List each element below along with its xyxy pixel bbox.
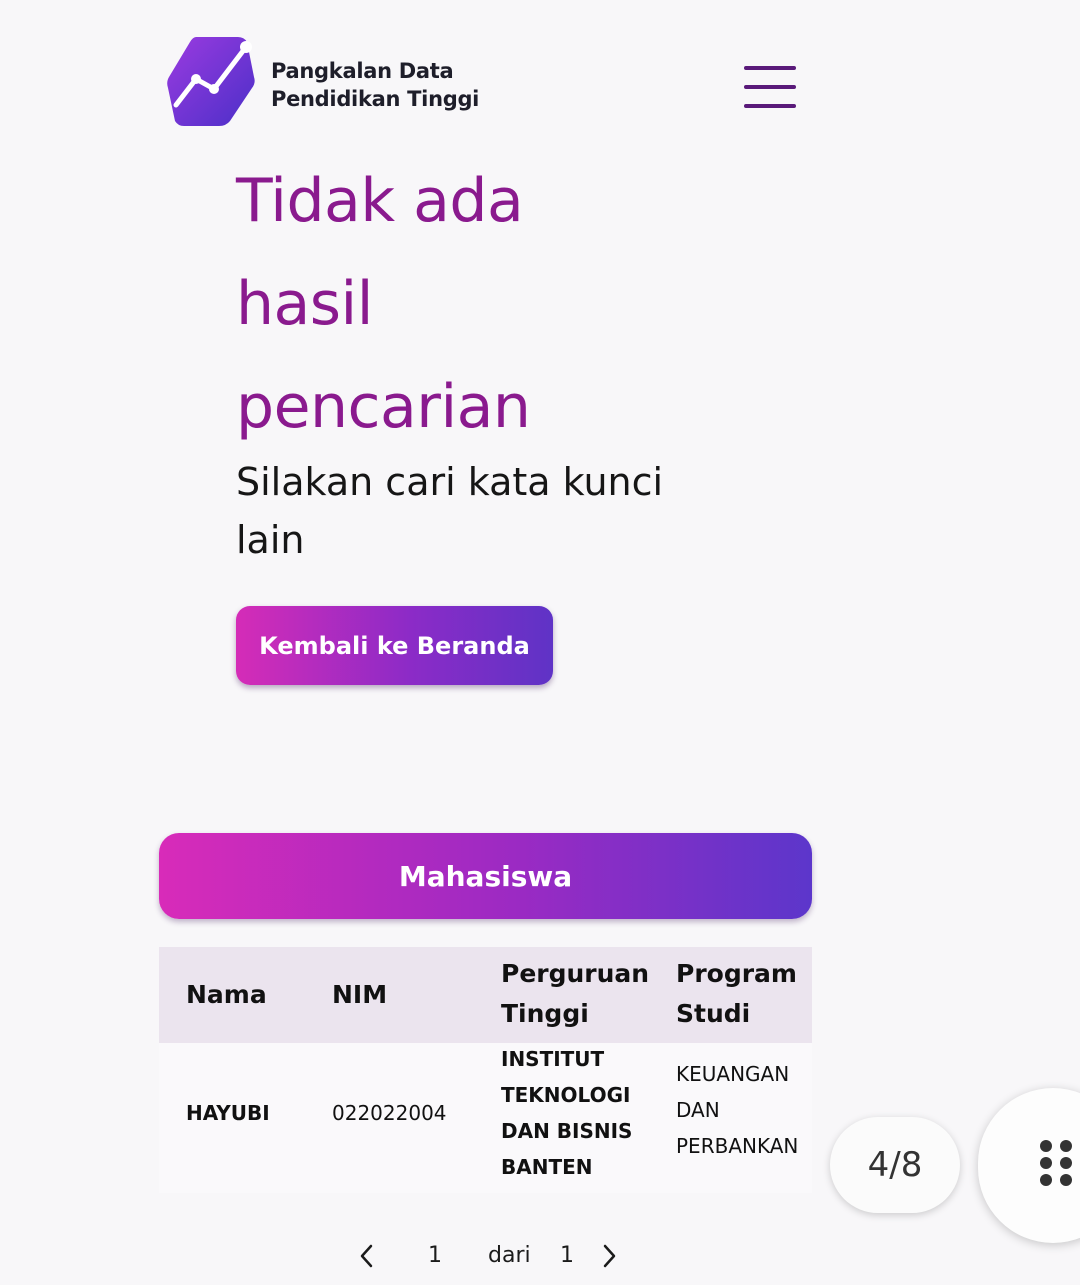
column-header-program-studi: Program Studi [676,959,797,1028]
cell-program-studi: KEUANGAN DAN PERBANKAN [676,1062,799,1158]
pagination-current-page: 1 [428,1243,442,1268]
hamburger-menu-icon[interactable] [744,66,796,112]
tab-mahasiswa[interactable]: Mahasiswa [159,833,812,919]
pagination-of-label: dari [488,1243,531,1268]
grid-view-button[interactable] [978,1088,1080,1243]
no-results-subtitle: Silakan cari kata kunci lain [236,460,664,562]
cell-nim: 022022004 [332,1101,447,1125]
column-header-perguruan-tinggi: Perguruan Tinggi [501,959,650,1028]
cell-nama: HAYUBI [186,1101,270,1125]
table-row[interactable] [159,1043,812,1193]
pagination-total-pages: 1 [560,1243,574,1268]
grid-dots-icon [1040,1140,1072,1186]
cell-perguruan-tinggi: INSTITUT TEKNOLOGI DAN BISNIS BANTEN [501,1047,633,1179]
page-indicator: 4/8 [830,1117,960,1213]
column-header-nama: Nama [186,980,267,1009]
results-table [159,947,812,1193]
chevron-right-icon[interactable] [598,1238,620,1274]
line-chart-hexagon-icon[interactable] [166,33,256,127]
back-to-home-button[interactable]: Kembali ke Beranda [236,606,553,685]
table-header-row [159,947,812,1043]
brand-line-1: Pangkalan Data [271,59,454,83]
chevron-left-icon[interactable] [356,1238,378,1274]
no-results-title: Tidak ada hasil pencarian [236,166,531,442]
brand-name [271,57,479,113]
brand-line-2: Pendidikan Tinggi [271,87,480,111]
column-header-nim: NIM [332,980,388,1009]
